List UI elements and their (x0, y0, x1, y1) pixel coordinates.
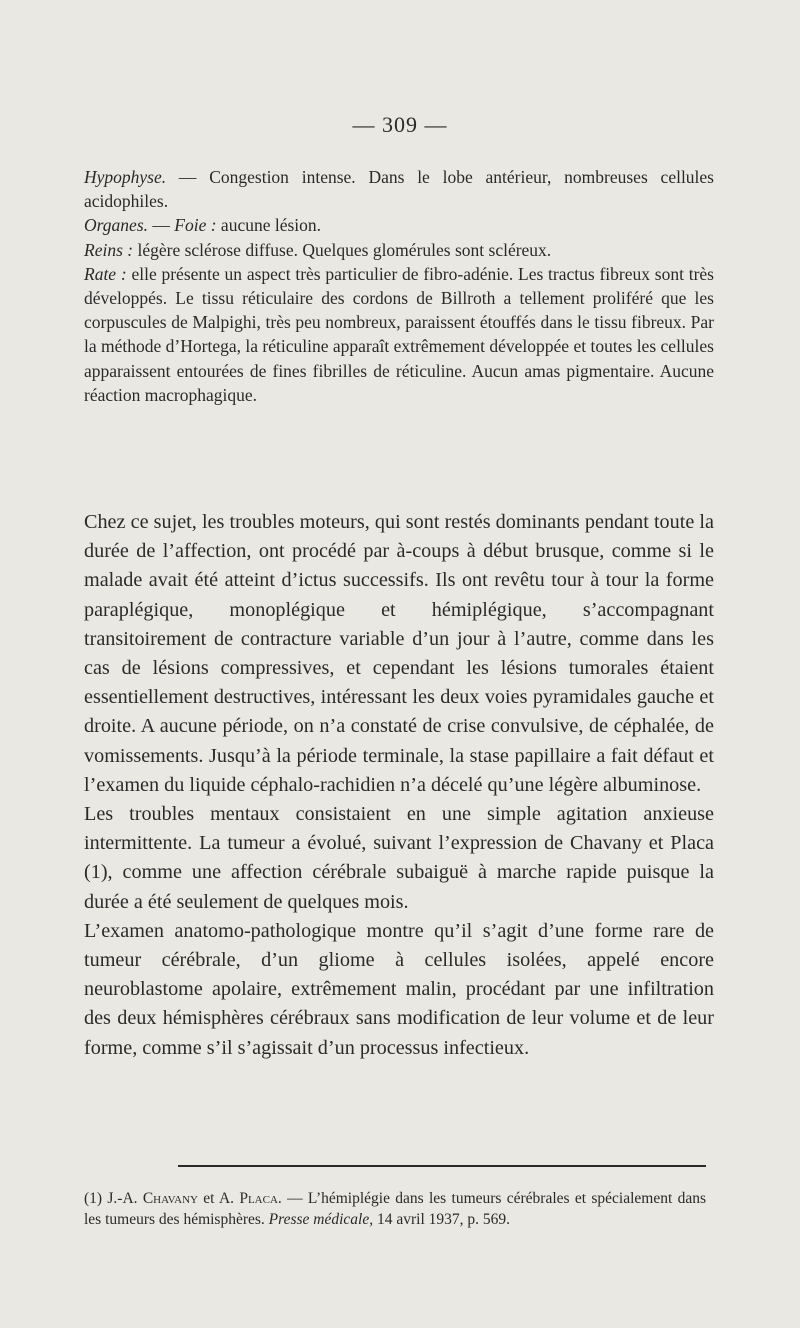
footnote: (1) J.-A. Chavany et A. Placa. — L’hémiplégie dans les tumeurs cérébrales et spécialement dans les tumeurs des hémisphères. Presse médicale, 14 avril 1937, p. 569. (84, 1190, 706, 1228)
finding-hypophyse: Hypophyse. — Congestion intense. Dans le lobe antérieur, nombreuses cellules acidophiles. (84, 167, 714, 212)
paragraph: L’examen anatomo-pathologique montre qu’il s’agit d’une forme rare de tumeur cérébrale, d’un gliome à cellules isolées, appelé encore neuroblastome apolaire, extrêmement malin, procédant par une infiltration des deux hémisphères cérébraux sans modification de leur volume et de leur forme, comme s’il s’agissait d’un processus infectieux. (84, 919, 714, 1059)
page-number: — 309 — (352, 112, 448, 137)
footnote-journal: Presse médicale, (268, 1211, 374, 1228)
footnote-author: Placa (239, 1190, 278, 1207)
finding-reins: Reins : légère sclérose diffuse. Quelques glomérules sont scléreux. (84, 239, 552, 260)
paragraph: Les troubles mentaux consistaient en une simple agitation anxieuse intermittente. La tumeur a évolué, suivant l’expression de Chavany et Placa (1), comme une affection cérébrale subaiguë à marche rapide puisque la durée a été seulement de quelques mois. (84, 803, 714, 913)
footnote-author: Chavany (142, 1190, 198, 1207)
finding-organes: Organes. — Foie : aucune lésion. (84, 215, 322, 236)
findings-block (84, 165, 714, 407)
footnote-divider (178, 1165, 706, 1167)
body-text (84, 508, 714, 1063)
finding-rate: Rate : elle présente un aspect très particulier de fibro-adénie. Les tractus fibreux sont très développés. Le tissu réticulaire des cordons de Billroth a tellement proliféré que les corpuscules de Malpighi, très peu nombreux, paraissent étouffés dans le tissu fibreux. Par la méthode d’Hortega, la réticuline apparaît extrêmement développée et toutes les cellules apparaissent entourées de fines fibrilles de réticuline. Aucun amas pigmentaire. Aucune réaction macrophagique. (84, 263, 714, 405)
paragraph: Chez ce sujet, les troubles moteurs, qui sont restés dominants pendant toute la durée de l’affection, ont procédé par à-coups à début brusque, comme si le malade avait été atteint d’ictus successifs. Ils ont revêtu tour à tour la forme paraplégique, monoplégique et hémiplégique, s’accompagnant transitoirement de contracture variable d’un jour à l’autre, comme dans les cas de lésions compressives, et cependant les lésions tumorales étaient essentiellement destructives, intéressant les deux voies pyramidales gauche et droite. A aucune période, on n’a constaté de crise convulsive, de céphalée, de vomissements. Jusqu’à la période terminale, la stase papillaire a fait défaut et l’examen du liquide céphalo-rachidien n’a décelé qu’une légère albuminose. (84, 511, 714, 796)
